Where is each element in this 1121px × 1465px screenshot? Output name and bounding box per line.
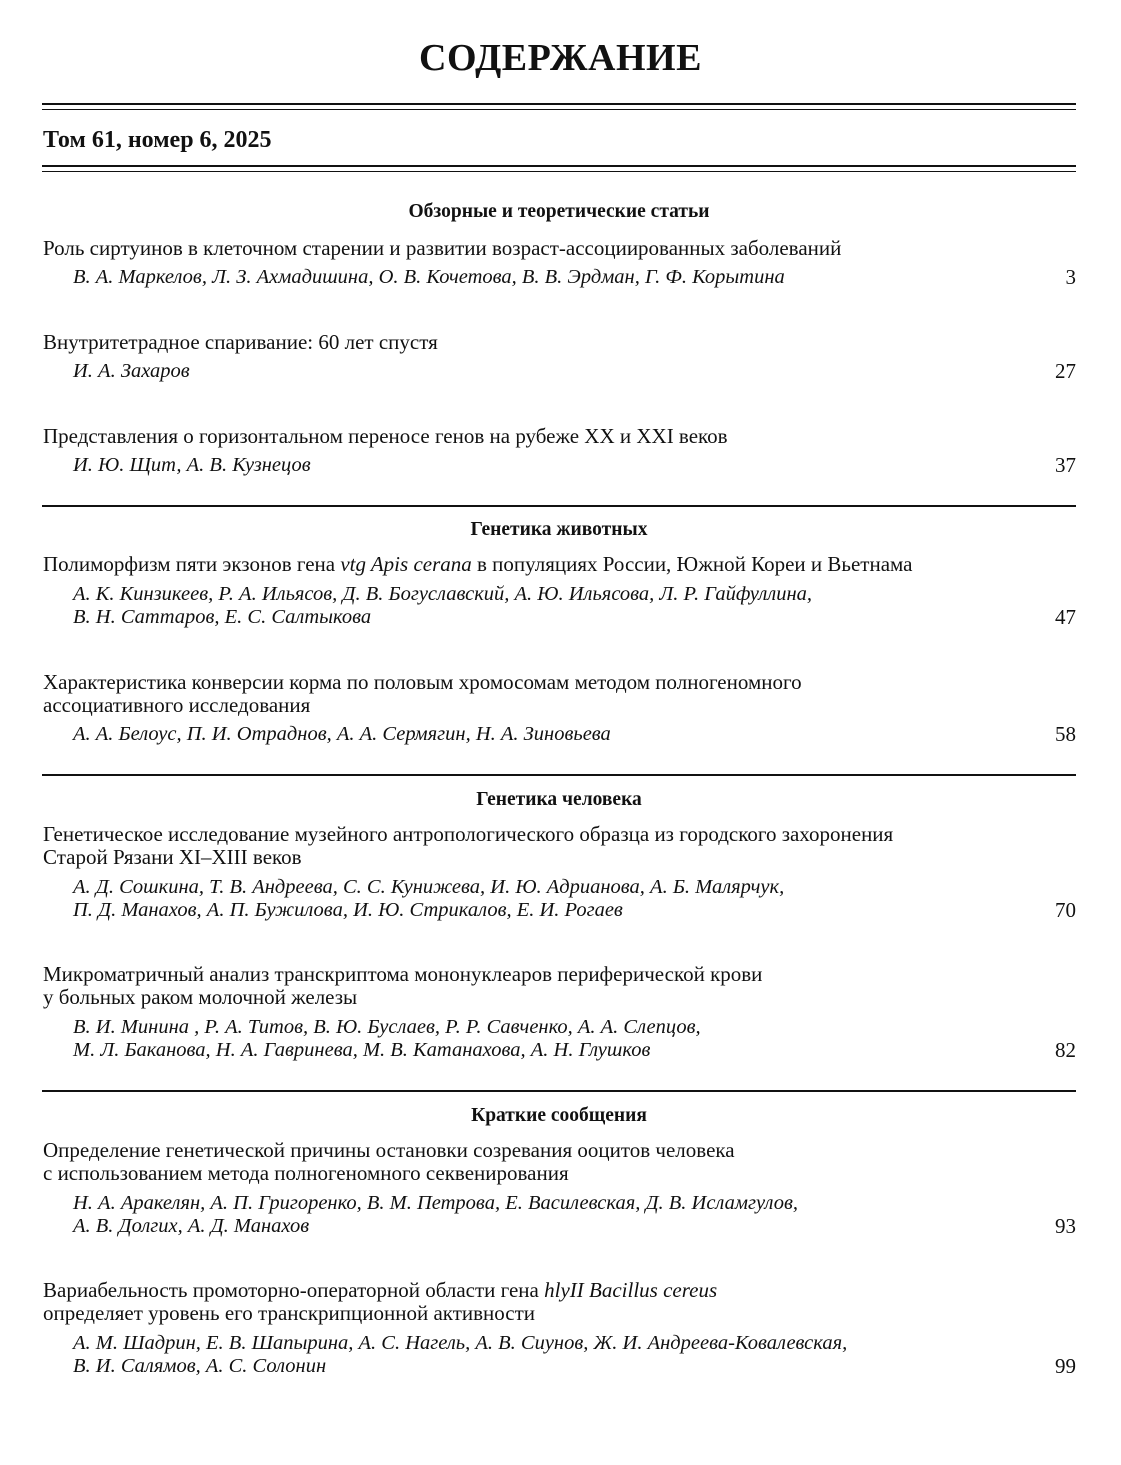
- entry-page-number[interactable]: 47: [1055, 605, 1076, 629]
- entry-authors: П. Д. Манахов, А. П. Бужилова, И. Ю. Стрикалов, Е. И. Рогаев: [73, 899, 623, 921]
- entry-page-number[interactable]: 99: [1055, 1354, 1076, 1378]
- title-text: в популяциях России, Южной Кореи и Вьетнама: [471, 552, 913, 576]
- volume-rule-thin: [42, 171, 1076, 172]
- entry-authors: Н. А. Аракелян, А. П. Григоренко, В. М. Петрова, Е. Василевская, Д. В. Исламгулов,: [73, 1192, 798, 1214]
- title-italic-term: vtg Apis cerana: [340, 552, 472, 576]
- entry-page-number[interactable]: 37: [1055, 453, 1076, 477]
- title-italic-term: hlyII Bacillus cereus: [544, 1278, 718, 1302]
- title-text: Вариабельность промоторно-операторной области гена: [43, 1278, 545, 1302]
- entry-authors: А. В. Долгих, А. Д. Манахов: [73, 1215, 310, 1237]
- title-text: Полиморфизм пяти экзонов гена: [43, 552, 341, 576]
- entry-page-number[interactable]: 70: [1055, 898, 1076, 922]
- entry-title[interactable]: Определение генетической причины остановки созревания ооцитов человека: [43, 1138, 735, 1162]
- entry-authors: И. Ю. Щит, А. В. Кузнецов: [73, 454, 311, 476]
- entry-page-number[interactable]: 3: [1065, 265, 1076, 289]
- section-divider: [42, 505, 1076, 507]
- entry-title[interactable]: Внутритетрадное спаривание: 60 лет спустя: [43, 330, 438, 354]
- entry-title[interactable]: определяет уровень его транскрипционной активности: [43, 1301, 536, 1325]
- entry-authors: А. А. Белоус, П. И. Отраднов, А. А. Сермягин, Н. А. Зиновьева: [73, 723, 611, 745]
- entry-page-number[interactable]: 93: [1055, 1214, 1076, 1238]
- entry-authors: А. К. Кинзикеев, Р. А. Ильясов, Д. В. Богуславский, А. Ю. Ильясова, Л. Р. Гайфуллина,: [73, 583, 813, 605]
- entry-page-number[interactable]: 27: [1055, 359, 1076, 383]
- section-divider: [42, 1090, 1076, 1092]
- entry-page-number[interactable]: 82: [1055, 1038, 1076, 1062]
- entry-authors: А. Д. Сошкина, Т. В. Андреева, С. С. Кунижева, И. Ю. Адрианова, А. Б. Малярчук,: [73, 876, 785, 898]
- section-heading-animal-genetics: Генетика животных: [470, 519, 648, 540]
- entry-title[interactable]: [43, 553, 913, 576]
- section-divider: [42, 774, 1076, 776]
- entry-page-number[interactable]: 58: [1055, 722, 1076, 746]
- entry-authors: В. Н. Саттаров, Е. С. Салтыкова: [73, 606, 372, 628]
- entry-authors: В. И. Салямов, А. С. Солонин: [73, 1355, 327, 1377]
- entry-title[interactable]: Генетическое исследование музейного антропологического образца из городского захоронения: [43, 822, 894, 846]
- header-rule-top: [42, 103, 1076, 105]
- header-rule-top-thin: [42, 109, 1076, 110]
- page-title: СОДЕРЖАНИЕ: [419, 37, 702, 79]
- section-heading-short-communications: Краткие сообщения: [471, 1105, 647, 1126]
- entry-title[interactable]: ассоциативного исследования: [43, 693, 311, 717]
- entry-title[interactable]: Роль сиртуинов в клеточном старении и развитии возраст-ассоциированных заболеваний: [43, 236, 842, 260]
- entry-authors: А. М. Шадрин, Е. В. Шапырина, А. С. Нагель, А. В. Сиунов, Ж. И. Андреева-Ковалевская,: [73, 1332, 848, 1354]
- entry-authors: И. А. Захаров: [73, 360, 190, 382]
- entry-title[interactable]: с использованием метода полногеномного секвенирования: [43, 1161, 569, 1185]
- volume-rule-top: [42, 165, 1076, 167]
- entry-title[interactable]: Старой Рязани XI–XIII веков: [43, 845, 302, 869]
- section-heading-reviews: Обзорные и теоретические статьи: [408, 201, 710, 222]
- entry-authors: М. Л. Баканова, Н. А. Гавринева, М. В. Катанахова, А. Н. Глушков: [73, 1039, 651, 1061]
- entry-title[interactable]: Характеристика конверсии корма по половым хромосомам методом полногеномного: [43, 670, 802, 694]
- entry-title[interactable]: Представления о горизонтальном переносе генов на рубеже XX и XXI веков: [43, 424, 728, 448]
- entry-authors: В. А. Маркелов, Л. З. Ахмадишина, О. В. Кочетова, В. В. Эрдман, Г. Ф. Корытина: [73, 266, 785, 288]
- entry-authors: В. И. Минина , Р. А. Титов, В. Ю. Буслаев, Р. Р. Савченко, А. А. Слепцов,: [73, 1016, 701, 1038]
- entry-title[interactable]: [43, 1279, 717, 1302]
- volume-info: Том 61, номер 6, 2025: [43, 127, 272, 153]
- section-heading-human-genetics: Генетика человека: [476, 789, 642, 810]
- entry-title[interactable]: Микроматричный анализ транскриптома мононуклеаров периферической крови: [43, 962, 763, 986]
- entry-title[interactable]: у больных раком молочной железы: [43, 985, 358, 1009]
